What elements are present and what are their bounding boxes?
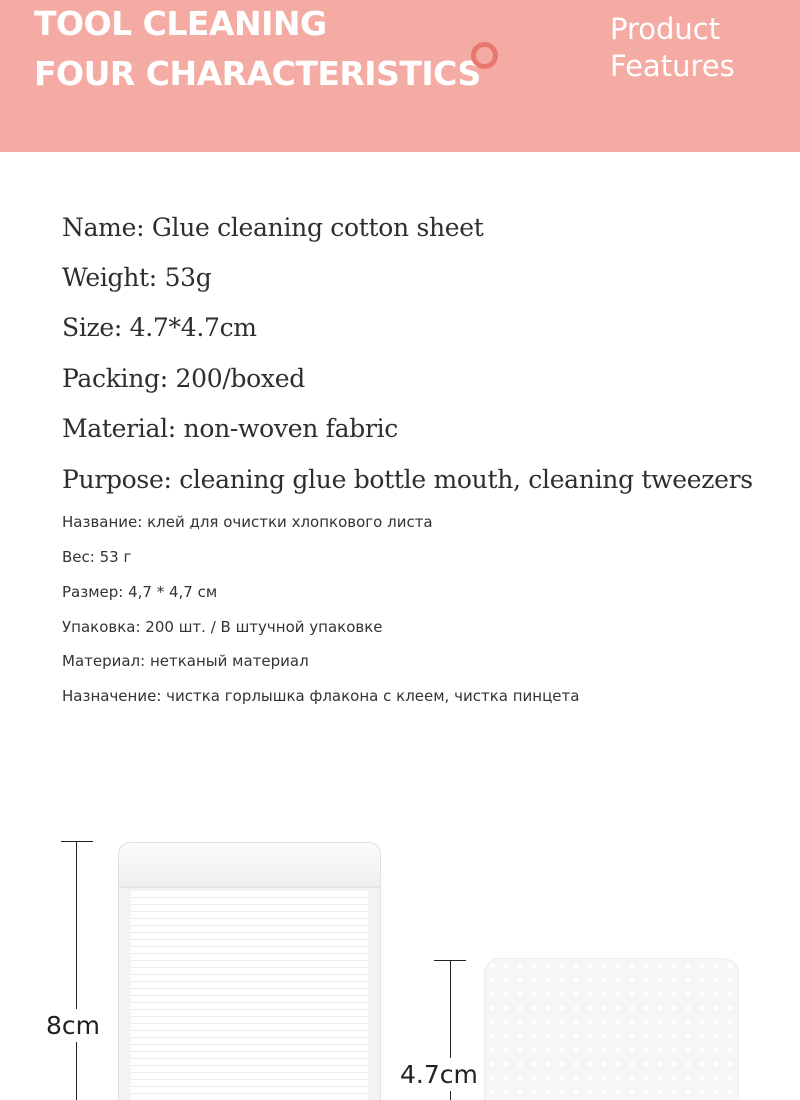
spec-ru-size: Размер: 4,7 * 4,7 см (62, 583, 218, 601)
spec-name: Name: Glue cleaning cotton sheet (62, 213, 484, 242)
spec-material: Material: non-woven fabric (62, 414, 398, 443)
cotton-sheets-stack (131, 891, 368, 1100)
banner-title-line1: TOOL CLEANING (34, 4, 327, 43)
product-features-line2: Features (610, 49, 735, 83)
circle-icon (471, 42, 498, 69)
spec-ru-packing: Упаковка: 200 шт. / В штучной упаковке (62, 618, 383, 636)
product-box-image (118, 842, 381, 1100)
spec-packing: Packing: 200/boxed (62, 364, 305, 393)
spec-weight: Weight: 53g (62, 263, 212, 292)
spec-ru-material: Материал: нетканый материал (62, 652, 309, 670)
box-dimension-line (76, 841, 77, 1100)
box-dimension-tick (61, 841, 93, 842)
box-lid (119, 843, 380, 888)
cotton-pad-image (484, 958, 739, 1100)
spec-ru-purpose: Назначение: чистка горлышка флакона с клеем, чистка пинцета (62, 687, 580, 705)
header-banner (0, 0, 800, 152)
product-features-line1: Product (610, 12, 721, 46)
spec-ru-weight: Вес: 53 г (62, 548, 132, 566)
banner-title-line2: FOUR CHARACTERISTICS (34, 54, 481, 93)
box-height-label: 8cm (46, 1011, 101, 1040)
spec-purpose: Purpose: cleaning glue bottle mouth, cleaning tweezers (62, 465, 753, 494)
spec-size: Size: 4.7*4.7cm (62, 313, 257, 342)
spec-ru-name: Название: клей для очистки хлопкового листа (62, 513, 433, 531)
pad-height-label: 4.7cm (400, 1060, 478, 1089)
